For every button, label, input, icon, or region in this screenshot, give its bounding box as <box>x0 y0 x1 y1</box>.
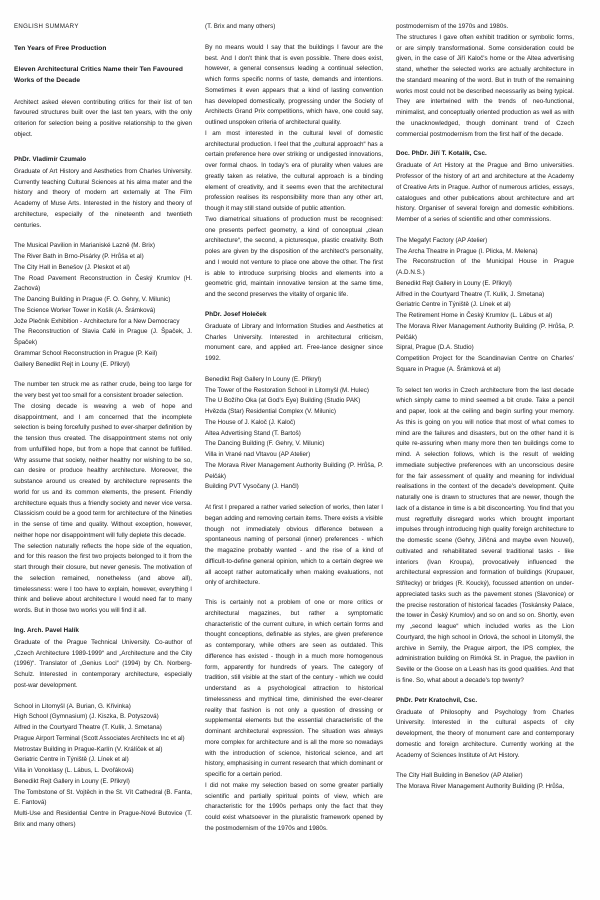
article-title: Ten Years of Free Production <box>14 45 107 53</box>
critic-statement: The number ten struck me as rather crude, being too large for the very best yet too small for a consistent broader selection. <box>14 381 192 400</box>
critic-bio-halik: Graduate of the Prague Technical University. Co-author of „Czech Architecture 1989-1999“ and „Architecture and the City (1996)“. Translator of „Genius Loci“ (1994) by Ch. Norberg-Schulz. Interested in contemporary architecture, especially post-war development. <box>14 638 192 689</box>
work-item: Grammar School Reconstruction in Prague (P. Keil) <box>14 349 158 357</box>
work-item: Competition Project for the Scandinavian Centre on Charles' Square in Prague (A. Šrámková et al) <box>396 355 574 373</box>
work-item: Villa in Vonoklasy (L. Lábus, L. Dvořáková) <box>14 767 134 775</box>
work-item: Altea Advertising Stand (T. Bartoš) <box>205 429 301 437</box>
work-item: The City Hall in Benešov (J. Pleskot et al) <box>14 263 130 271</box>
critic-name-czumalo: PhDr. Vladimír Czumalo <box>14 155 87 163</box>
section-kicker: ENGLISH SUMMARY <box>14 23 79 30</box>
column-2 <box>205 22 383 890</box>
critic-statement: The structures I gave often exhibit tradition or symbolic forms, or are simply transformational. Some consideration could be given, in the case of Jiří Kaloč's home or the Altea advertising stand, whether the selected works are actually architecture in the standard meaning of the word. But in truth of the remaining works most could not be described necessarily as being typical. They are intertwined with the trends of neo-functional, minimalist, and conceptually oriented production as well as with the unacknowledged, though dominant trend of Czech commercial postmodernism from the first half of the decade. <box>396 33 574 138</box>
work-item: The Tombstone of St. Vojtěch in the St. Vít Cathedral (B. Fanta, E. Fantová) <box>14 788 192 807</box>
work-item: The Reconstruction of Slavia Café in Prague (J. Špaček, J. Špaček) <box>14 328 192 347</box>
critic-name-kratochvil: PhDr. Petr Kratochvíl, Csc. <box>396 696 478 704</box>
critic-name-kotalik: Doc. PhDr. Jiří T. Kotalík, Csc. <box>396 150 487 158</box>
work-item: Alfred in the Courtyard Theatre (T. Kulik, J. Smetana) <box>14 724 162 732</box>
work-item: Sipral, Prague (D.A. Studio) <box>396 344 474 352</box>
critic-statement: This is certainly not a problem of one or more critics or architectural magazines, but rather a symptomatic characteristic of the current culture, in which certain forms and thought conceptions, definable as styles, are given preference as contemporary, while others are seen as outdated. This difference has existed - though in a much more homogenous form, apparently for hundreds of years. The category of tradition, still visible at the start of the century - which we could understand as a psychological attraction to historical timelessness and mythical time, diminished the ever-clearer reality that fashion is not only a question of dressing or supplemental elements but the essential characteristic of the dominant architectural expression. The situation was always more complex for architecture and is all the more so nowadays with the introduction of science, historical science, and art history, emphasising in current research that which dominant or specific for a certain period. <box>205 599 383 779</box>
work-item: The Tower of the Restoration School in Litomyšl (M. Hulec) <box>205 386 369 394</box>
work-item: Multi-Use and Residential Centre in Prague-Nové Butovice (T. Brix and many others) <box>14 810 192 828</box>
critic-statement-continuation: postmodernism of the 1970s and 1980s. <box>396 23 509 30</box>
work-item: The Road Pavement Reconstruction in Český Krumlov (H. Zachová) <box>14 274 192 293</box>
work-item: School in Litomyšl (A. Burian, G. Křivinka) <box>14 702 131 710</box>
article-intro: Architect asked eleven contributing critics for their list of ten favoured structures built over the last ten years, with the only criterion for selection being a positive relationship to the given object. <box>14 98 192 138</box>
work-item: The Morava River Management Authority Building (P. Hrůša, P. Pelčák) <box>396 322 574 341</box>
work-item-continuation: (T. Brix and many others) <box>205 23 276 30</box>
article-subtitle: Eleven Architectural Critics Name their Ten Favoured Works of the Decade <box>14 66 183 85</box>
critic-bio-kotalik: Graduate of Art History at the Prague and Brno universities. Professor of the history of art and architecture at the Academy of Creative Arts in Prague. Author of numerous articles, essays, catalogues and other publications about architecture and art history. Organiser of several foreign and domestic exhibitions. Member of a series of scientific and other commissions. <box>396 162 574 224</box>
work-item: The Dancing Building in Prague (F. O. Gehry, V. Milunic) <box>14 296 171 304</box>
work-item: The Musical Pavilion in Marianiské Lazně (M. Brix) <box>14 242 155 250</box>
work-item: Alfred in the Courtyard Theatre (T. Kulík, J. Smetana) <box>396 290 545 298</box>
work-item: Benedikt Rejt Gallery in Louny (E. Přikryl) <box>14 777 130 785</box>
work-item: Hvězda (Star) Residential Complex (V. Milunic) <box>205 408 336 416</box>
work-item: Benedikt Rejt Gallery In Louny (E. Přikryl) <box>205 375 322 383</box>
works-list-czumalo <box>14 241 192 370</box>
work-item: Geriatric Centre in Týniště (J. Línek et al) <box>396 301 511 309</box>
work-item: Gallery Benedikt Rejt in Louny (E. Přikryl) <box>14 360 130 368</box>
critic-name-holecek: PhDr. Josef Holeček <box>205 310 267 318</box>
work-item: The Morava River Management Authority Building (P. Hrůša, <box>396 783 565 791</box>
work-item: Building PVT Vysočany (J. Hančl) <box>205 483 299 491</box>
work-item: The Megafyt Factory (AP Atelier) <box>396 236 488 244</box>
column-container <box>14 22 586 890</box>
work-item: The House of J. Kaloč (J. Kaloč) <box>205 418 296 426</box>
critic-bio-kratochvil: Graduate of Philosophy and Psychology from Charles University. Interested in the cultural aspects of city development, the theory of monument care and contemporary domestic and foreign architecture. Currently working at the Academy of Sciences Institute of Art History. <box>396 708 574 759</box>
critic-statement: I am most interested in the cultural level of domestic architectural production. I feel that the „cultural approach“ has a certain preference here over striking or undigested innovations, over formal chaos. In today's era of plurality when values are greatly taken as relative, the cultural approach is a binding element of creativity, and it seems even that the architectural profession realises its responsibility more than any other art, though it may still stand outside of public attention. <box>205 129 383 212</box>
critic-statement: The selection naturally reflects the hope side of the equation, and for this reason the first two projects belonged to it from the start through their closure, but never genesis. The motivation of the selection remained, nonetheless (and above all), timelessness: were I too have to explain, however, everything I think and believe about architecture I would need far to many words. But in those two works you will find it all. <box>14 542 192 615</box>
work-item: Jože Plečnik Exhibition - Architecture for a New Democracy <box>14 317 180 325</box>
work-item: Metrostav Building in Prague-Karlín (V. Králíček et al) <box>14 745 163 753</box>
column-1 <box>14 22 192 890</box>
work-item: The Archa Theatre in Prague (I. Plicka, M. Melena) <box>396 247 538 255</box>
work-item: The City Hall Building in Benešov (AP Atelier) <box>396 772 523 780</box>
work-item: The Science Worker Tower in Košík (A. Šrámková) <box>14 306 156 314</box>
critic-statement: By no means would I say that the buildings I favour are the best. And I don't think that is even possible. There does exist, however, a general consensus leading a continual selection, which forms specific norms of taste, demands and intentions. Sometimes it even appears that a kind of lasting convention has developed domestically, progressing under the Society of Architects Grand Prix competitions, which have, one could say, outlined unspoken criteria of architectural quality. <box>205 43 383 126</box>
critic-statement: At first I prepared a rather varied selection of works, then later I began adding and removing certain items. There exists a visible though not immediately obvious difference between a spontaneous naming of personal (inner) preferences - which the magazine probably wanted - and the rise of a kind of difficult-to-define general opinion, which to a certain degree we all accept rather automatically when making evaluations, not only of architecture. <box>205 504 383 587</box>
work-item: Villa in Vrané nad Vltavou (AP Atelier) <box>205 451 311 459</box>
critic-bio-czumalo: Graduate of Art History and Aesthetics from Charles University. Currently teaching Cultural Sciences at his alma mater and the history and theory of modern art externally at The Film Academy of Muse Arts. Interested in the history and theory of architecture, especially of the nineteenth and twentieth centuries. <box>14 167 192 229</box>
works-list-kotalik <box>396 236 574 376</box>
critic-name-halik: Ing. Arch. Pavel Halík <box>14 626 79 634</box>
critic-statement: To select ten works in Czech architecture from the last decade which simply came to mind seemed a bit crude. Take a pencil and paper, look at the ceiling and begin surfing your memory. As this is going on you will notice that most of what comes to mind are the failures and disasters, but on the other hand it is quite re-assuring when many more then ten buildings come to mind. A selection follows, which is the result of welding immediate subjective preferences with an unconscious desire for the fair assessment of quality and meaning for individual realisations in the context of the decade's development. Quite naturally one is drawn to structures that are newer, though the lack of a distance in time is a bit disconcerting. You find that you must regretfully disregard works which brought important impulses through introducing high quality foreign architecture to the domestic scene (Gehry, Jiřičná and maybe even Nouvel), cultivated and rehabilitated several traditional tasks - like interiors (Ivan Kroupa), provocatively influenced the architectural expression and formation of buildings (Krupauer, Střítecky) or bridges (R. Koucký), focussed attention on under-appreciated tasks such as the pavement stones (Slavonice) or the precise restoration of historical facades (Toskánsky Palace, the tower in Český Krumlov) and so on and so on. Shortly, even my „second league“ which included works as the Lion Courtyard, the high school in Orlová, the school in Litomyšl, the archive in Semily, the Prague airport, the IPS complex, the administration building on Rimóká St. in Prague, the pavilion in Seville or the Goose on a Leash has its good qualities. And that is fine. So, what about a decade's top twenty? <box>396 386 574 684</box>
critic-bio-holecek: Graduate of Library and Information Studies and Aesthetics at Charles University. Interested in architectural criticism, monument care, and applied art. Free-lance designer since 1992. <box>205 322 383 363</box>
work-item: The Morava River Management Authority Building (P. Hrůša, P. Pelčák) <box>205 461 383 480</box>
work-item: Geriatric Centre in Týniště (J. Línek et al) <box>14 756 129 764</box>
works-list-kratochvil <box>396 771 574 793</box>
work-item: Prague Airport Terminal (Scott Associates Architects Inc et al) <box>14 734 185 742</box>
column-3 <box>396 22 574 890</box>
work-item: The Retirement Home in Český Krumlov (L. Lábus et al) <box>396 312 553 320</box>
work-item: The U Božího Oka (at God's Eye) Building (Studio PAK) <box>205 397 361 405</box>
works-list-halik <box>14 702 192 831</box>
work-item: The Dancing Building (F. Gehry, V. Milunic) <box>205 440 325 448</box>
work-item: Benedikt Rejt Gallery in Louny (E. Přikryl) <box>396 279 512 287</box>
critic-statement: The closing decade is weaving a web of hope and disappointment, and I am concerned that the incomplete selection is being forcefully pushed to ever-sharper definition by the tension thus created. The disappointment stems not only from unfulfilled hope, but from a hope that cannot be fulfilled. Why assume that society, neither healthy nor wishing to be so, can desire or produce healthy architecture. Moreover, the substance around us created by architecture represents the world for us and its common elements, the present. Friendly architecture equals thus a friendly society and never vice versa. Classicism could be a good term for architecture of the Nineties in the sense of time and quality. Without exception, however, neither hope nor disappointment will fully deplete this decade. <box>14 402 192 539</box>
works-list-holecek <box>205 375 383 493</box>
work-item: High School (Gymnasium) (J. Kiszka, B. Potyszová) <box>14 713 159 721</box>
work-item: The River Bath in Brno-Pisárky (P. Hrůša et al) <box>14 253 144 261</box>
critic-statement: Two diametrical situations of production must be recognised: one presents perfect geometry, a kind of conceptual „clean architecture“, the second, a picturesque, plastic creativity. Both poles are given by the disposition of the architect's personality, and I would not venture to place one above the other. The first is able to introduce surprising blocks and elements into a geometric grid, maintain innovative tension at the same time, and the second preserves the vitality of organic life. <box>205 215 383 298</box>
work-item: The Reconstruction of the Municipal House in Prague (A.D.N.S.) <box>396 258 574 277</box>
works-list-halik-continued <box>205 22 383 33</box>
critic-statement: I did not make my selection based on some greater partially scientific and partially spiritual points of view, which are characteristic for the 1990s perhaps only the fact that they could exist whatsoever in the pluralistic framework opened by the postmodernism of the 1970s and 1980s. <box>205 781 383 832</box>
